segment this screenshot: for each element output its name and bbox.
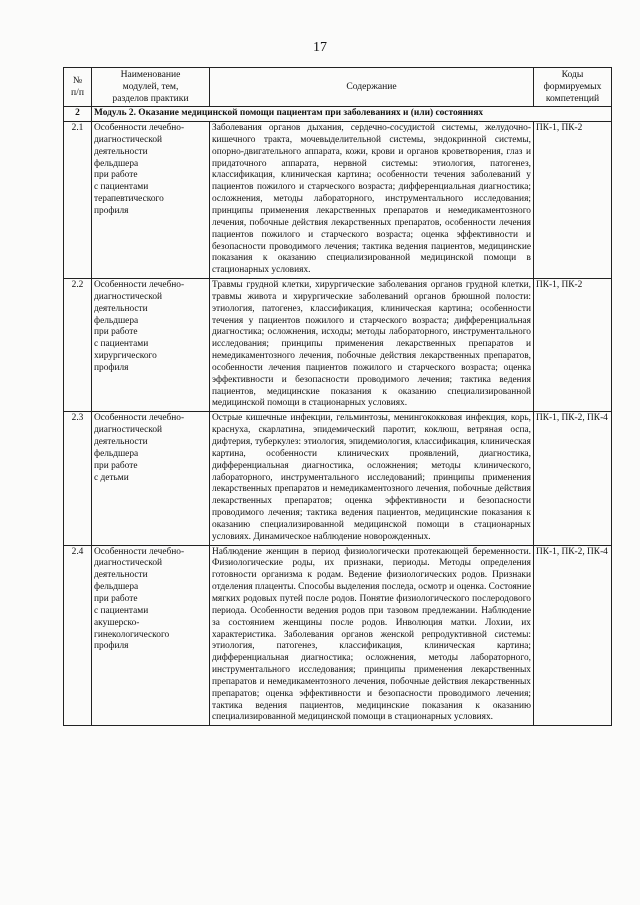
module-row xyxy=(64,107,612,122)
topic-name xyxy=(92,122,210,279)
topic-name-line: диагностической xyxy=(94,558,163,569)
topic-name-line: при работе xyxy=(94,327,138,338)
curriculum-table xyxy=(63,67,612,726)
topic-name-line: с детьми xyxy=(94,472,129,483)
table-row xyxy=(64,545,612,726)
module-title: Модуль 2. Оказание медицинской помощи пациентам при заболеваниях и (или) состояниях xyxy=(92,107,612,122)
topic-name-line: при работе xyxy=(94,170,138,181)
topic-name-line: диагностической xyxy=(94,425,163,436)
table-body xyxy=(64,122,612,726)
table-row xyxy=(64,279,612,412)
module-num: 2 xyxy=(64,107,92,122)
table-row xyxy=(64,122,612,279)
topic-content: Наблюдение женщин в период физиологически протекающей беременности. Физиологические роды, их признаки, периоды. Методы определения готовности организма к родам. Ведение физиологических родов. Признаки отделения плаценты. Способы выделения последа, осмотр и оценка. Состояние мягких родовых путей после родов. Понятие физиологического послеродового периода. Особенности ведения родов при тазовом предлежании. Наблюдение за состоянием женщины после родов. Инволюция матки. Лохии, их характеристика. Заболевания органов женской репродуктивной системы: этиология, патогенез, классификация, клиническая картина; дифференциальная диагностика; осложнения, методы лабораторного, инструментального исследования; принципы применения лекарственных препаратов и немедикаментозного лечения, побочные действия лекарственных препаратов; оценка эффективности и безопасности проводимого лечения; тактика ведения пациентов, медицинские показания к оказанию специализированной медицинской помощи в стационарных условиях. xyxy=(210,545,534,726)
row-number: 2.4 xyxy=(64,545,92,726)
topic-name-line: деятельности xyxy=(94,437,148,448)
topic-name-line: при работе xyxy=(94,593,138,604)
topic-name-line: фельдшера xyxy=(94,448,139,459)
topic-content: Травмы грудной клетки, хирургические заболевания органов грудной клетки, травмы живота и хирургические заболеваний органов брюшной полости: этиология, патогенез, классификация, клиническая картина; особенности течения у пациентов пожилого и старческого возраста; дифференциальная диагностика; осложнения, исходы; методы лабораторного, инструментального исследования; принципы применения лекарственных препаратов и немедикаментозного лечения, побочные действия лекарственных препаратов, особенности лечения пациентов пожилого и старческого возраста; оценка эффективности и безопасности проводимого лечения; тактика ведения пациентов, медицинские показания к оказанию специализированной медицинской помощи в стационарных условиях. xyxy=(210,279,534,412)
topic-name-line: профиля xyxy=(94,362,129,373)
competency-codes: ПК-1, ПК-2 xyxy=(534,279,612,412)
header-content: Содержание xyxy=(210,68,534,107)
topic-name-line: деятельности xyxy=(94,303,148,314)
topic-name-line: с пациентами xyxy=(94,182,149,193)
topic-name-line: акушерско- xyxy=(94,617,140,628)
topic-name-line: деятельности xyxy=(94,146,148,157)
competency-codes: ПК-1, ПК-2, ПК-4 xyxy=(534,412,612,545)
topic-name-line: при работе xyxy=(94,460,138,471)
topic-name-line: профиля xyxy=(94,205,129,216)
topic-name-line: диагностической xyxy=(94,134,163,145)
topic-name-line: профиля xyxy=(94,641,129,652)
table-header-row xyxy=(64,68,612,107)
page-number: 17 xyxy=(313,40,327,55)
topic-name xyxy=(92,412,210,545)
topic-name-line: гинекологического xyxy=(94,629,170,640)
topic-name-line: с пациентами xyxy=(94,339,149,350)
header-name: Наименование модулей, тем, разделов практики xyxy=(92,68,210,107)
competency-codes: ПК-1, ПК-2 xyxy=(534,122,612,279)
topic-name xyxy=(92,279,210,412)
topic-name-line: фельдшера xyxy=(94,582,139,593)
topic-name-line: деятельности xyxy=(94,570,148,581)
topic-name xyxy=(92,545,210,726)
row-number: 2.2 xyxy=(64,279,92,412)
topic-name-line: Особенности лечебно- xyxy=(94,413,185,424)
table-row xyxy=(64,412,612,545)
topic-name-line: Особенности лечебно- xyxy=(94,280,185,291)
topic-content: Заболевания органов дыхания, сердечно-сосудистой системы, желудочно-кишечного тракта, мочевыделительной системы, эндокринной системы, опорно-двигательного аппарата, кожи, крови и органов кроветворения, глаз и придаточного аппарата, нервной системы: этиология, патогенез, классификация, клиническая картина; особенности течения заболеваний у пациентов пожилого и старческого возраста; дифференциальная диагностика; осложнения, методы лабораторного, инструментального исследования; принципы применения лекарственных препаратов и немедикаментозного лечения, побочные действия лекарственных препаратов, особенности лечения пациентов пожилого и старческого возраста; оценка эффективности и безопасности проводимого лечения; тактика ведения пациентов, медицинские показания к оказанию специализированной медицинской помощи в стационарных условиях. xyxy=(210,122,534,279)
topic-name-line: с пациентами xyxy=(94,605,149,616)
topic-name-line: Особенности лечебно- xyxy=(94,546,185,557)
topic-name-line: диагностической xyxy=(94,291,163,302)
header-codes: Коды формируемых компетенций xyxy=(534,68,612,107)
competency-codes: ПК-1, ПК-2, ПК-4 xyxy=(534,545,612,726)
topic-name-line: терапевтического xyxy=(94,194,164,205)
topic-name-line: фельдшера xyxy=(94,315,139,326)
topic-name-line: фельдшера xyxy=(94,158,139,169)
header-num: № п/п xyxy=(64,68,92,107)
topic-name-line: хирургического xyxy=(94,351,157,362)
row-number: 2.3 xyxy=(64,412,92,545)
topic-name-line: Особенности лечебно- xyxy=(94,123,185,134)
row-number: 2.1 xyxy=(64,122,92,279)
topic-content: Острые кишечные инфекции, гельминтозы, менингококковая инфекция, корь, краснуха, скарлатина, эпидемический паротит, коклюш, ветряная оспа, дифтерия, туберкулез: этиология, эпидемиология, классификация, клиническая картина, особенности клинических проявлений, диагностика, дифференциальная диагностика, осложнения; методы клинического, лабораторного, инструментального исследований; принципы применения лекарственных препаратов и немедикаментозного лечения, побочные действия лекарственных препаратов; оценка эффективности и безопасности проводимого лечения; тактика ведения пациентов, медицинские показания к оказанию специализированной медицинской помощи в стационарных условиях. Динамическое наблюдение новорожденных. xyxy=(210,412,534,545)
